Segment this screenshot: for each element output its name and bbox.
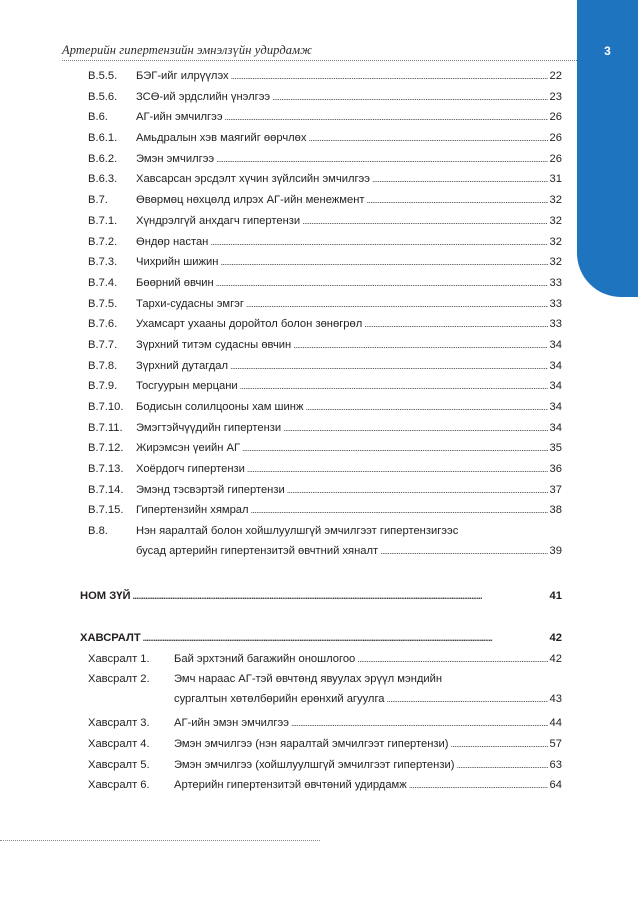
toc-entry-code: В.7.12.	[88, 442, 124, 455]
toc-entry-page: 26	[549, 152, 562, 165]
toc-entry[interactable]	[80, 483, 562, 504]
toc-entry-code: Хавсралт 3.	[88, 717, 150, 730]
toc-entry[interactable]	[80, 131, 562, 152]
toc-entry-code: В.7.	[88, 194, 108, 207]
leader-dots	[220, 255, 547, 269]
leader-dots	[143, 631, 548, 645]
toc-entry-text: Эмэн эмчилгээ (хойшлуулшгүй эмчилгээт гипертензи)	[174, 758, 455, 771]
toc-entry-page: 41	[549, 590, 562, 603]
leader-dots	[451, 737, 548, 751]
toc-entry[interactable]	[80, 421, 562, 442]
toc-entry[interactable]	[80, 193, 562, 214]
toc-entry-text: Жирэмсэн үеийн АГ	[136, 442, 241, 455]
toc-entry[interactable]	[80, 276, 562, 297]
toc-entry[interactable]	[80, 652, 562, 673]
leader-dots	[364, 317, 547, 331]
document-title: Артерийн гипертензийн эмнэлзүйн удирдамж	[62, 43, 312, 57]
toc-entries	[80, 69, 562, 524]
toc-entry-page: 37	[549, 483, 562, 496]
toc-entry-code: В.7.8.	[88, 359, 118, 372]
toc-entry-code: В.7.5.	[88, 297, 118, 310]
toc-entry-code: В.6.3.	[88, 173, 118, 186]
toc-entry-page: 33	[549, 318, 562, 331]
toc-entry[interactable]	[80, 317, 562, 338]
leader-dots	[380, 544, 547, 558]
toc-entry-code: Хавсралт 1.	[88, 652, 150, 665]
toc-entry-text: АГ-ийн эмэн эмчилгээ	[174, 717, 289, 730]
toc-entry[interactable]	[80, 716, 562, 737]
toc-entry-text: Тосгуурын мерцани	[136, 380, 238, 393]
toc-entry-text: Бай эрхтэний багажийн оношлогоо	[174, 652, 356, 665]
header-divider	[62, 60, 577, 61]
toc-entry-code: В.7.15.	[88, 504, 124, 517]
toc-entry-page: 38	[549, 504, 562, 517]
leader-dots	[216, 152, 547, 166]
leader-dots	[287, 483, 548, 497]
toc-entry-page: 32	[549, 256, 562, 269]
toc-entry-page: 57	[549, 737, 562, 750]
toc-entry[interactable]	[80, 152, 562, 173]
toc-entry-references[interactable]	[80, 589, 562, 610]
toc-entry-code: В.7.1.	[88, 214, 118, 227]
leader-dots	[210, 235, 547, 249]
toc-entry-code: В.7.11.	[88, 421, 123, 434]
leader-dots	[409, 778, 548, 792]
toc-entry[interactable]	[80, 214, 562, 235]
toc-entry-text: Эмэн эмчилгээ	[136, 152, 215, 165]
toc-entry-text: Эмэнд тэсвэртэй гипертензи	[136, 483, 285, 496]
toc-entry-page: 32	[549, 214, 562, 227]
toc-entry-page: 36	[549, 463, 562, 476]
toc-entry-page: 34	[549, 338, 562, 351]
toc-entry[interactable]	[80, 359, 562, 380]
toc-entry-page: 39	[549, 545, 562, 558]
leader-dots	[246, 297, 548, 311]
toc-entry[interactable]	[80, 172, 562, 193]
toc-entry-text: Эмч нараас АГ-тэй өвчтөнд явуулах эрүүл мэндийн	[174, 673, 443, 686]
toc-entry-page: 63	[549, 758, 562, 771]
running-header	[62, 36, 577, 62]
toc-entry-text: Эмэн эмчилгээ (нэн яаралтай эмчилгээт гипертензи)	[174, 737, 449, 750]
toc-entry[interactable]	[80, 441, 562, 462]
toc-entry[interactable]	[80, 90, 562, 111]
toc-entry[interactable]	[80, 737, 562, 758]
toc-entry-code: В.6.1.	[88, 132, 118, 145]
toc-entry[interactable]	[80, 400, 562, 421]
toc-entry[interactable]	[80, 462, 562, 483]
leader-dots	[230, 359, 548, 373]
toc-entry-code: В.7.3.	[88, 256, 118, 269]
toc-entry[interactable]	[80, 379, 562, 400]
leader-dots	[231, 69, 548, 83]
leader-dots	[387, 692, 548, 706]
toc-entry-appendix[interactable]	[80, 631, 562, 652]
toc-entry-text-cont: бусад артерийн гипертензитэй өвчтний хяналт	[136, 545, 379, 558]
toc-entry-text: АГ-ийн эмчилгээ	[136, 111, 223, 124]
page-number-tab	[577, 0, 638, 297]
toc-entry-text: Хүндрэлгүй анхдагч гипертензи	[136, 214, 301, 227]
toc-entry-page: 34	[549, 380, 562, 393]
toc-entry[interactable]	[80, 778, 562, 799]
toc-entry-page: 31	[549, 173, 562, 186]
toc-entry-text: Нэн яаралтай болон хойшлуулшгүй эмчилгээт гипертензигээс	[136, 525, 459, 538]
toc-entry-page: 32	[549, 194, 562, 207]
toc-entry[interactable]	[80, 297, 562, 318]
page-number: 3	[604, 44, 611, 58]
appendix-entries	[80, 652, 562, 799]
toc-entry-page: 44	[549, 717, 562, 730]
toc-entry-page: 43	[549, 693, 562, 706]
toc-entry-code: В.7.10.	[88, 401, 124, 413]
toc-entry-text: Өндөр настан	[136, 235, 209, 248]
toc-entry-code: В.7.9.	[88, 380, 118, 393]
toc-entry-page: 32	[549, 235, 562, 248]
toc-entry-code: В.7.6.	[88, 318, 118, 331]
leader-dots	[305, 400, 547, 414]
toc-entry-code: В.7.4.	[88, 276, 118, 289]
toc-entry-text: БЭГ-ийг илрүүлэх	[136, 70, 229, 82]
toc-entry[interactable]	[80, 338, 562, 359]
toc-entry-code: В.7.2.	[88, 235, 118, 248]
toc-entry[interactable]	[80, 255, 562, 276]
toc-entry-page: 33	[549, 276, 562, 289]
toc-entry-text: Бөөрний өвчин	[136, 276, 214, 289]
footer-divider	[0, 840, 320, 841]
toc-entry-text: Зүрхний титэм судасны өвчин	[136, 338, 292, 351]
toc-entry-text: Амьдралын хэв маягийг өөрчлөх	[136, 132, 307, 145]
toc-entry-text: ЗСӨ-ий эрдслийн үнэлгээ	[136, 90, 271, 103]
toc-entry-text: Эмэгтэйчүүдийн гипертензи	[136, 421, 282, 434]
toc-entry-page: 26	[549, 132, 562, 145]
toc-entry-page: 35	[549, 442, 562, 455]
toc-entry-code: В.6.	[88, 111, 108, 124]
table-of-contents	[80, 69, 562, 799]
toc-entry[interactable]	[80, 672, 562, 716]
leader-dots	[456, 758, 547, 772]
toc-entry-code: В.7.13.	[88, 463, 124, 476]
toc-entry-page: 34	[549, 421, 562, 434]
toc-entry-text: Бодисын солилцооны хам шинж	[136, 401, 304, 413]
toc-entry-text: НОМ ЗҮЙ	[80, 590, 131, 603]
leader-dots	[357, 652, 547, 666]
toc-entry-page: 22	[549, 70, 562, 82]
toc-entry-text: Өвөрмөц нөхцөлд илрэх АГ-ийн менежмент	[136, 194, 365, 207]
toc-entry-code: В.7.7.	[88, 338, 118, 351]
toc-entry-code: Хавсралт 4.	[88, 737, 150, 750]
leader-dots	[225, 110, 548, 124]
toc-entry-code: В.6.2.	[88, 152, 118, 165]
toc-entry-code: Хавсралт 5.	[88, 758, 150, 771]
toc-entry-code: В.7.14.	[88, 483, 124, 496]
toc-entry[interactable]	[80, 503, 562, 524]
leader-dots	[216, 276, 548, 290]
leader-dots	[242, 441, 548, 455]
toc-entry-page: 26	[549, 111, 562, 124]
leader-dots	[272, 90, 547, 104]
toc-entry[interactable]	[80, 110, 562, 131]
toc-entry-text: Артерийн гипертензитэй өвчтөний удирдамж	[174, 779, 407, 792]
leader-dots	[132, 589, 547, 603]
leader-dots	[367, 193, 548, 207]
toc-entry-code: В.5.6.	[88, 90, 118, 103]
toc-entry-text: Зүрхний дутагдал	[136, 359, 229, 372]
toc-entry-b8[interactable]	[80, 524, 562, 568]
toc-entry-page: 42	[549, 631, 562, 644]
toc-entry-page: 34	[549, 401, 562, 413]
toc-entry-text: Хавсарсан эрсдэлт хүчин зүйлсийн эмчилгээ	[136, 173, 370, 186]
leader-dots	[293, 338, 547, 352]
toc-entry-text: Хоёрдогч гипертензи	[136, 463, 245, 476]
toc-entry-text-cont: сургалтын хөтөлбөрийн ерөнхий агуулга	[174, 693, 385, 706]
toc-entry-page: 42	[549, 652, 562, 665]
toc-entry-text: ХАВСРАЛТ	[80, 631, 141, 644]
leader-dots	[283, 421, 547, 435]
toc-entry[interactable]	[80, 758, 562, 779]
toc-entry-code: В.5.5.	[88, 70, 118, 82]
toc-entry-code: Хавсралт 6.	[88, 779, 150, 792]
toc-entry[interactable]	[80, 69, 562, 90]
toc-entry-page: 34	[549, 359, 562, 372]
leader-dots	[302, 214, 547, 228]
toc-entry[interactable]	[80, 235, 562, 256]
toc-entry-page: 64	[549, 779, 562, 792]
leader-dots	[251, 503, 548, 517]
toc-entry-text: Тархи-судасны эмгэг	[136, 297, 244, 310]
toc-entry-text: Чихрийн шижин	[136, 256, 219, 269]
toc-entry-code: Хавсралт 2.	[88, 673, 150, 686]
leader-dots	[309, 131, 548, 145]
toc-entry-page: 33	[549, 297, 562, 310]
toc-entry-code: В.8.	[88, 525, 108, 538]
toc-entry-text: Гипертензийн хямрал	[136, 504, 249, 517]
toc-entry-page: 23	[549, 90, 562, 103]
leader-dots	[372, 172, 548, 186]
toc-entry-text: Ухамсарт ухааны доройтол болон зөнөгрөл	[136, 318, 363, 331]
leader-dots	[291, 716, 548, 730]
leader-dots	[240, 379, 548, 393]
leader-dots	[247, 462, 548, 476]
